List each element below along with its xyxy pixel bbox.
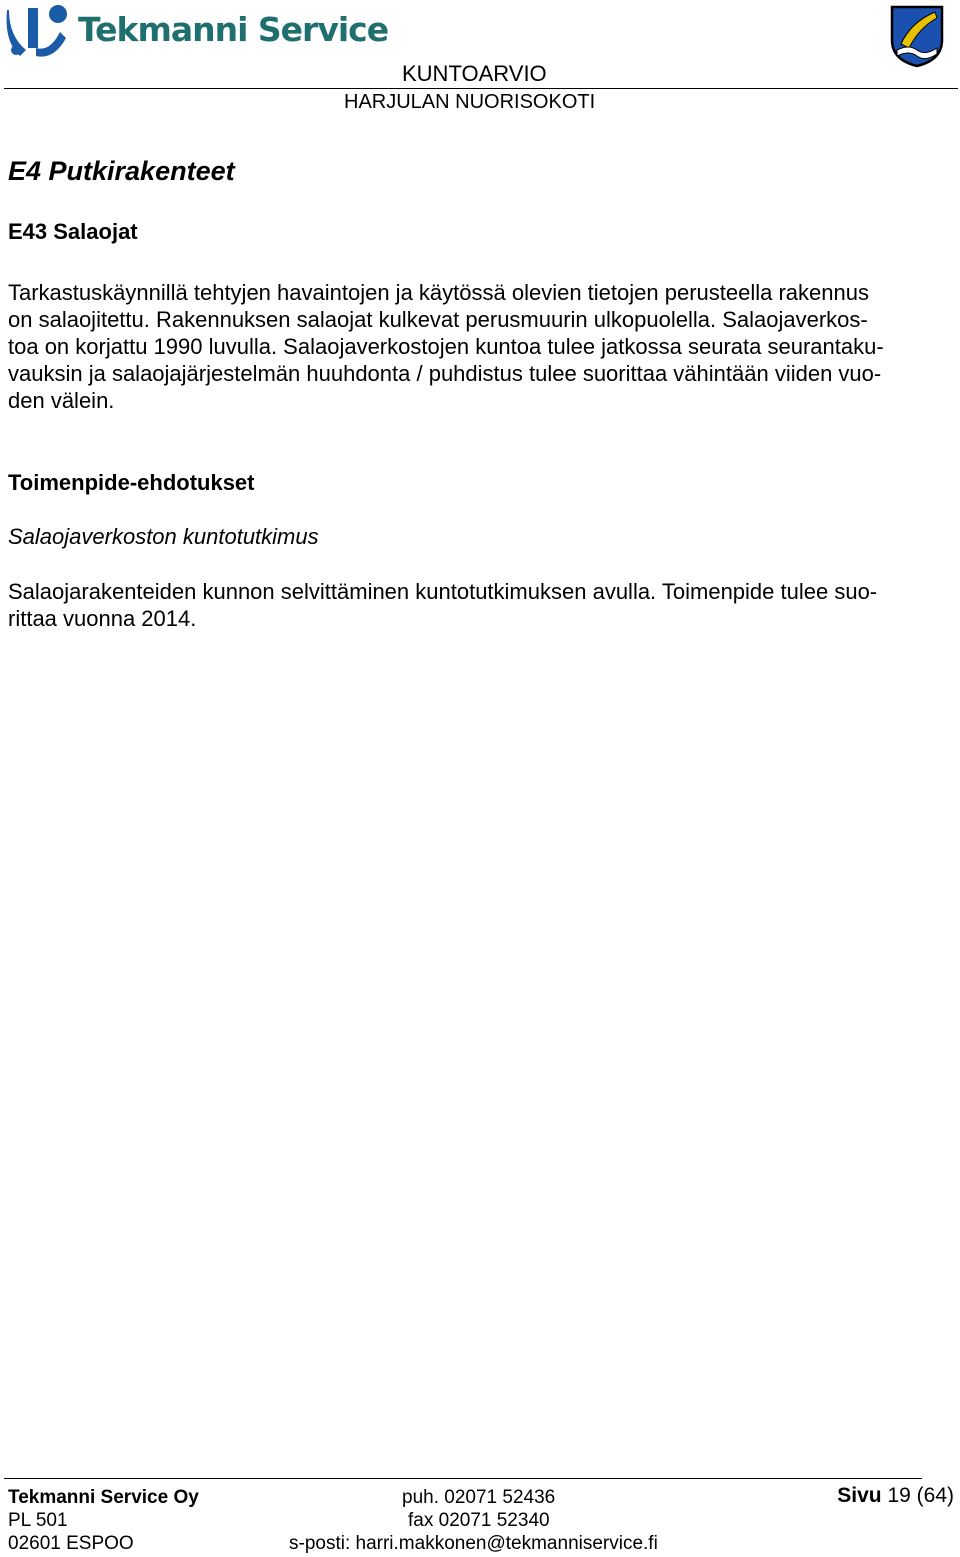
document-type: KUNTOARVIO	[402, 61, 547, 86]
action-paragraph	[8, 578, 950, 632]
description-paragraph	[8, 279, 950, 414]
logo-wordmark: Tekmanni Service	[78, 10, 389, 49]
footer-po-box: PL 501	[8, 1510, 68, 1531]
subsection-title: E43 Salaojat	[8, 219, 138, 244]
page-indicator	[837, 1484, 954, 1507]
coat-of-arms-icon	[889, 4, 945, 68]
paragraph-line: toa on korjattu 1990 luvulla. Salaojaverkostojen kuntoa tulee jatkossa seurata seurantaku-	[8, 334, 884, 359]
company-logo	[6, 2, 389, 64]
action-title: Salaojaverkoston kuntotutkimus	[8, 524, 319, 549]
section-title: E4 Putkirakenteet	[8, 156, 235, 186]
footer-email: s-posti: harri.makkonen@tekmanniservice.fi	[289, 1533, 658, 1554]
paragraph-line: rittaa vuonna 2014.	[8, 606, 197, 631]
paragraph-line: Salaojarakenteiden kunnon selvittäminen kuntotutkimuksen avulla. Toimenpide tulee suo-	[8, 579, 878, 604]
paragraph-line: den välein.	[8, 388, 115, 413]
header-divider	[4, 88, 958, 89]
actions-heading: Toimenpide-ehdotukset	[8, 470, 255, 495]
paragraph-line: Tarkastuskäynnillä tehtyjen havaintojen ja käytössä olevien tietojen perusteella rakennus	[8, 280, 869, 305]
paragraph-line: vauksin ja salaojajärjestelmän huuhdonta / puhdistus tulee suorittaa vähintään viiden vuo-	[8, 361, 882, 386]
document-subject: HARJULAN NUORISOKOTI	[344, 91, 596, 113]
footer-phone: puh. 02071 52436	[402, 1487, 556, 1508]
footer-company: Tekmanni Service Oy	[8, 1487, 199, 1508]
footer-fax: fax 02071 52340	[408, 1510, 550, 1531]
municipal-crest	[889, 4, 945, 68]
paragraph-line: on salaojitettu. Rakennuksen salaojat kulkevat perusmuurin ulkopuolella. Salaojaverkos-	[8, 307, 868, 332]
footer-divider	[4, 1478, 922, 1479]
page-label: Sivu	[837, 1484, 882, 1507]
page-number: 19 (64)	[887, 1484, 954, 1507]
footer-postal: 02601 ESPOO	[8, 1533, 134, 1554]
tekmanni-logo-icon	[6, 2, 74, 62]
